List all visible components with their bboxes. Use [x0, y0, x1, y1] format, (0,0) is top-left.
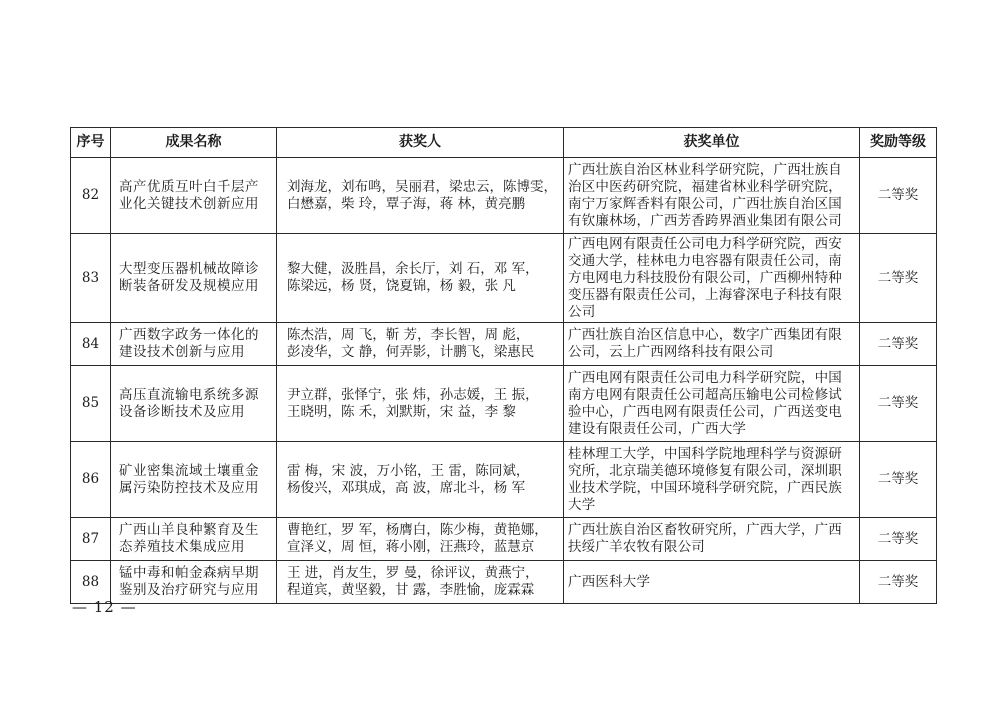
winning-units-cell — [564, 518, 860, 561]
winners-cell-line: 王 进，肖友生，罗 曼，徐评议，黄燕宁， — [287, 565, 539, 581]
achievement-name-cell-line: 断装备研发及规模应用 — [119, 278, 259, 294]
awards-table — [70, 127, 937, 604]
winning-units-cell-line: 治区中医药研究院，福建省林业科学研究院， — [568, 178, 842, 195]
winning-units-cell-line: 广西壮族自治区林业科学研究院，广西壮族自 — [568, 161, 842, 178]
winners-cell-line: 陈杰浩，周 飞，靳 芳，李长智，周 彪， — [287, 327, 530, 343]
winning-units-cell-line: 广西电网有限责任公司电力科学研究院，西安 — [568, 235, 842, 252]
award-level-cell: 二等奖 — [860, 158, 937, 234]
winners-cell-line: 程道宾，黄坚毅，甘 露，李胜愉，庞霖霖 — [287, 582, 535, 598]
achievement-name-cell-line: 广西山羊良种繁育及生 — [119, 522, 259, 538]
header-achievement-name: 成果名称 — [111, 128, 277, 158]
header-winners: 获奖人 — [277, 128, 564, 158]
winners-cell-line: 王晓明，陈 禾，刘默斯，宋 益，李 黎 — [287, 403, 516, 420]
table-row — [71, 158, 937, 234]
winners-cell — [277, 158, 564, 234]
achievement-name-cell-line: 鉴别及治疗研究与应用 — [119, 582, 259, 598]
winning-units-cell-line: 公司，云上广西网络科技有限公司 — [568, 344, 774, 360]
achievement-name-cell-line: 属污染防控技术及应用 — [119, 479, 259, 496]
winners-cell-line: 杨俊兴，邓琪成，高 波，席北斗，杨 军 — [287, 479, 526, 496]
award-level-cell: 二等奖 — [860, 366, 937, 442]
serial-number-cell: 88 — [71, 561, 111, 604]
table-row — [71, 561, 937, 604]
winners-cell — [277, 518, 564, 561]
winners-cell-line: 曹艳红，罗 军，杨膺白，陈少梅，黄艳娜， — [287, 522, 548, 538]
winners-cell-line: 刘海龙，刘布鸣，吴丽君，梁忠云，陈博雯， — [287, 178, 557, 195]
award-level-cell: 二等奖 — [860, 561, 937, 604]
winning-units-cell-line: 广西壮族自治区信息中心，数字广西集团有限 — [568, 327, 842, 343]
achievement-name-cell — [111, 158, 277, 234]
winning-units-cell-line: 建设有限责任公司，广西大学 — [568, 420, 747, 437]
serial-number-cell: 85 — [71, 366, 111, 442]
winning-units-cell-line: 广西电网有限责任公司电力科学研究院，中国 — [568, 369, 842, 386]
winners-cell-line: 陈梁远，杨 贤，饶夏锦，杨 毅，张 凡 — [287, 278, 516, 294]
achievement-name-cell-line: 矿业密集流域土壤重金 — [119, 462, 259, 479]
header-row — [71, 128, 937, 158]
achievement-name-cell — [111, 366, 277, 442]
winning-units-cell — [564, 323, 860, 366]
award-level-cell: 二等奖 — [860, 323, 937, 366]
achievement-name-cell-line: 广西数字政务一体化的 — [119, 327, 259, 343]
serial-number-cell: 84 — [71, 323, 111, 366]
winning-units-cell — [564, 158, 860, 234]
header-serial-number: 序号 — [71, 128, 111, 158]
serial-number-cell: 87 — [71, 518, 111, 561]
winning-units-cell-line: 究所，北京瑞美德环境修复有限公司，深圳职 — [568, 462, 842, 479]
winning-units-cell-line: 南宁万家辉香料有限公司，广西壮族自治区国 — [568, 195, 842, 212]
achievement-name-cell — [111, 323, 277, 366]
table-row — [71, 442, 937, 518]
table-row — [71, 366, 937, 442]
table-body — [71, 158, 937, 604]
winning-units-cell-line: 验中心，广西电网有限责任公司，广西送变电 — [568, 403, 842, 420]
winners-cell — [277, 234, 564, 323]
winning-units-cell — [564, 234, 860, 323]
winners-cell — [277, 366, 564, 442]
winning-units-cell-line: 方电网电力科技股份有限公司，广西柳州特种 — [568, 269, 842, 286]
winning-units-cell-line: 有钦廉林场，广西芳香跨界酒业集团有限公司 — [568, 212, 842, 229]
winners-cell — [277, 442, 564, 518]
winning-units-cell-line: 公司 — [568, 303, 596, 320]
winning-units-cell — [564, 561, 860, 604]
winning-units-cell — [564, 442, 860, 518]
serial-number-cell: 82 — [71, 158, 111, 234]
achievement-name-cell-line: 建设技术创新与应用 — [119, 344, 245, 360]
winning-units-cell-line: 南方电网有限责任公司超高压输电公司检修试 — [568, 386, 842, 403]
table-row — [71, 234, 937, 323]
winning-units-cell-line: 广西医科大学 — [568, 573, 651, 590]
achievement-name-cell — [111, 234, 277, 323]
winning-units-cell-line: 桂林理工大学，中国科学院地理科学与资源研 — [568, 445, 842, 462]
winners-cell-line: 彭凌华，文 静，何弄影，计鹏飞，梁惠民 — [287, 344, 535, 360]
winning-units-cell — [564, 366, 860, 442]
achievement-name-cell-line: 高压直流输电系统多源 — [119, 386, 259, 403]
header-award-level: 奖励等级 — [860, 128, 937, 158]
achievement-name-cell-line: 业化关键技术创新应用 — [119, 195, 259, 212]
serial-number-cell: 83 — [71, 234, 111, 323]
achievement-name-cell — [111, 518, 277, 561]
winners-cell-line: 雷 梅，宋 波，万小铭，王 雷，陈同斌， — [287, 462, 530, 479]
award-level-cell: 二等奖 — [860, 234, 937, 323]
winning-units-cell-line: 广西壮族自治区畜牧研究所，广西大学，广西 — [568, 522, 842, 538]
winners-cell-line: 尹立群，张怿宁，张 炜，孙志媛，王 振， — [287, 386, 539, 403]
winning-units-cell-line: 交通大学，桂林电力电容器有限责任公司，南 — [568, 252, 842, 269]
table-row — [71, 323, 937, 366]
achievement-name-cell — [111, 442, 277, 518]
header-winning-units: 获奖单位 — [564, 128, 860, 158]
achievement-name-cell-line: 设备诊断技术及应用 — [119, 403, 245, 420]
achievement-name-cell-line: 大型变压器机械故障诊 — [119, 261, 259, 277]
winning-units-cell-line: 大学 — [568, 496, 596, 513]
achievement-name-cell-line: 态养殖技术集成应用 — [119, 539, 245, 555]
winning-units-cell-line: 扶绥广羊农牧有限公司 — [568, 539, 705, 555]
serial-number-cell: 86 — [71, 442, 111, 518]
award-level-cell: 二等奖 — [860, 442, 937, 518]
achievement-name-cell-line: 高产优质互叶白千层产 — [119, 178, 259, 195]
table-row — [71, 518, 937, 561]
winning-units-cell-line: 变压器有限责任公司，上海睿深电子科技有限 — [568, 286, 842, 303]
winners-cell-line: 白懋嘉，柴 玲，覃子海，蒋 林，黄亮鹏 — [287, 195, 526, 212]
page-number: — 12 — — [72, 598, 137, 616]
award-level-cell: 二等奖 — [860, 518, 937, 561]
winners-cell — [277, 323, 564, 366]
winning-units-cell-line: 业技术学院，中国环境科学研究院，广西民族 — [568, 479, 842, 496]
winners-cell — [277, 561, 564, 604]
achievement-name-cell-line: 锰中毒和帕金森病早期 — [119, 565, 259, 581]
winners-cell-line: 黎大健，汲胜昌，余长厅，刘 石，邓 军， — [287, 261, 539, 277]
winners-cell-line: 宣泽义，周 恒，蒋小刚，汪燕玲，蓝慧京 — [287, 539, 535, 555]
